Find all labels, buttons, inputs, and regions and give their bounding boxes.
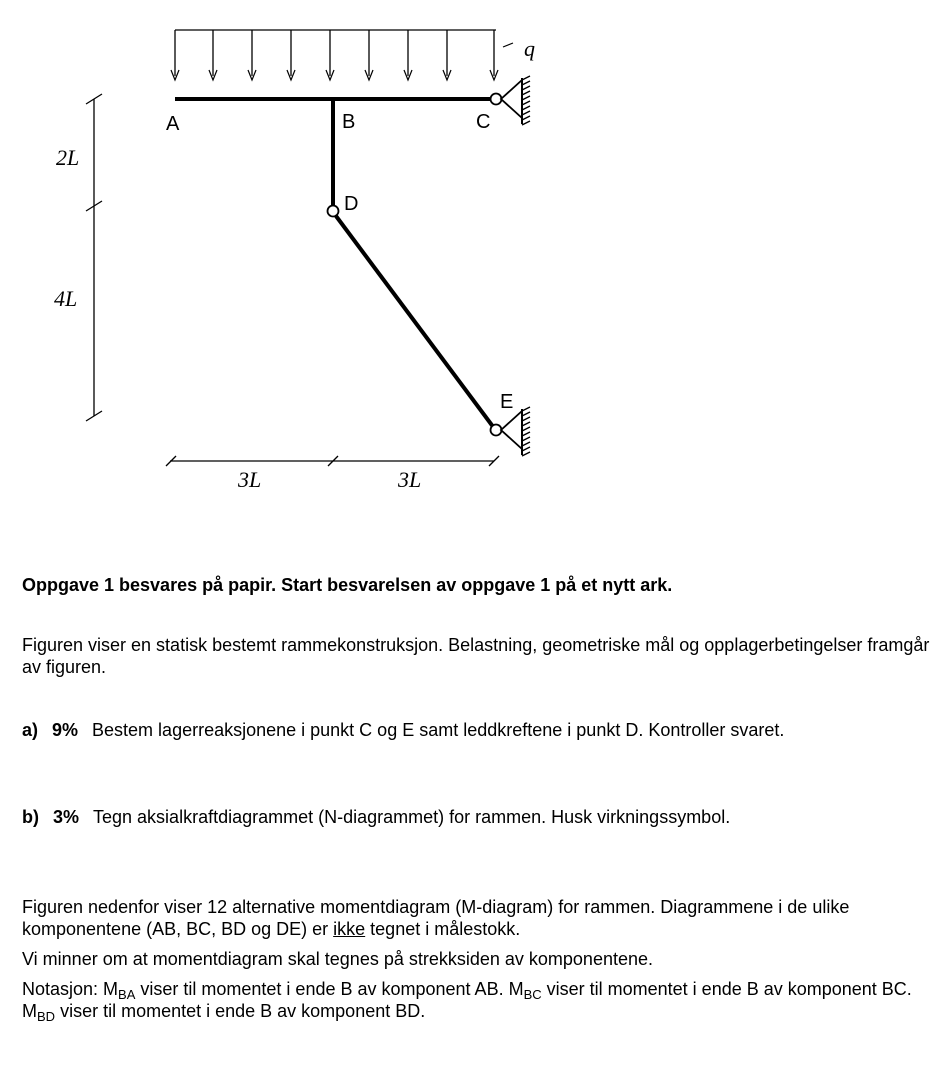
hinge-d <box>328 206 339 217</box>
distributed-load-q <box>171 30 513 80</box>
subscript-bc: BC <box>523 987 542 1002</box>
moment-intro-end: tegnet i målestokk. <box>365 919 521 939</box>
notation-mid2: viser til momentet i ende B av komponent BC. M <box>22 979 912 1021</box>
task-b-percent: 3% <box>53 807 80 827</box>
moment-intro-line <box>22 896 932 940</box>
point-label-d: D <box>344 193 359 215</box>
underlined-word: ikke <box>333 919 366 939</box>
member-de <box>336 216 494 428</box>
vertical-dimension-line <box>86 94 102 421</box>
task-b <box>22 806 932 828</box>
point-label-e: E <box>500 391 514 413</box>
load-label-q: q <box>524 36 535 61</box>
dimension-3l-right: 3L <box>398 467 422 492</box>
task-heading: Oppgave 1 besvares på papir. Start besvarelsen av oppgave 1 på et nytt ark. <box>22 575 673 595</box>
intro-paragraph: Figuren viser en statisk bestemt rammekonstruksjon. Belastning, geometriske mål og opplagerbetingelser framgår av figuren. <box>22 635 930 677</box>
point-label-c: C <box>476 111 491 133</box>
notation-prefix: Notasjon: M <box>22 979 119 999</box>
task-b-text: Tegn aksialkraftdiagrammet (N-diagrammet) for rammen. Husk virkningssymbol. <box>93 807 731 827</box>
tension-side-note: Vi minner om at momentdiagram skal tegnes på strekksiden av komponentene. <box>22 949 653 969</box>
task-a <box>22 719 932 741</box>
task-a-letter: a) <box>22 720 39 740</box>
moment-intro-text: Figuren nedenfor viser 12 alternative momentdiagram (M-diagram) for rammen. Diagrammene i de ulike komponentene (AB, BC, BD og DE) er <box>22 897 850 939</box>
point-label-a: A <box>166 113 180 135</box>
subscript-bd: BD <box>37 1009 56 1024</box>
horizontal-dimension-line <box>166 456 499 466</box>
dimension-2l: 2L <box>56 145 80 170</box>
support-c <box>491 76 531 125</box>
notation-end: viser til momentet i ende B av komponent BD. <box>55 1001 426 1021</box>
notation-line <box>22 978 932 1022</box>
notation-mid1: viser til momentet i ende B av komponent AB. M <box>135 979 524 999</box>
dimension-3l-left: 3L <box>238 467 262 492</box>
dimension-4l: 4L <box>54 286 78 311</box>
task-a-percent: 9% <box>52 720 79 740</box>
task-b-letter: b) <box>22 807 39 827</box>
point-label-b: B <box>342 111 356 133</box>
moment-diagram-paragraph <box>22 896 932 1022</box>
support-e <box>491 407 531 456</box>
subscript-ba: BA <box>118 987 136 1002</box>
task-a-text: Bestem lagerreaksjonene i punkt C og E samt leddkreftene i punkt D. Kontroller svaret. <box>92 720 785 740</box>
